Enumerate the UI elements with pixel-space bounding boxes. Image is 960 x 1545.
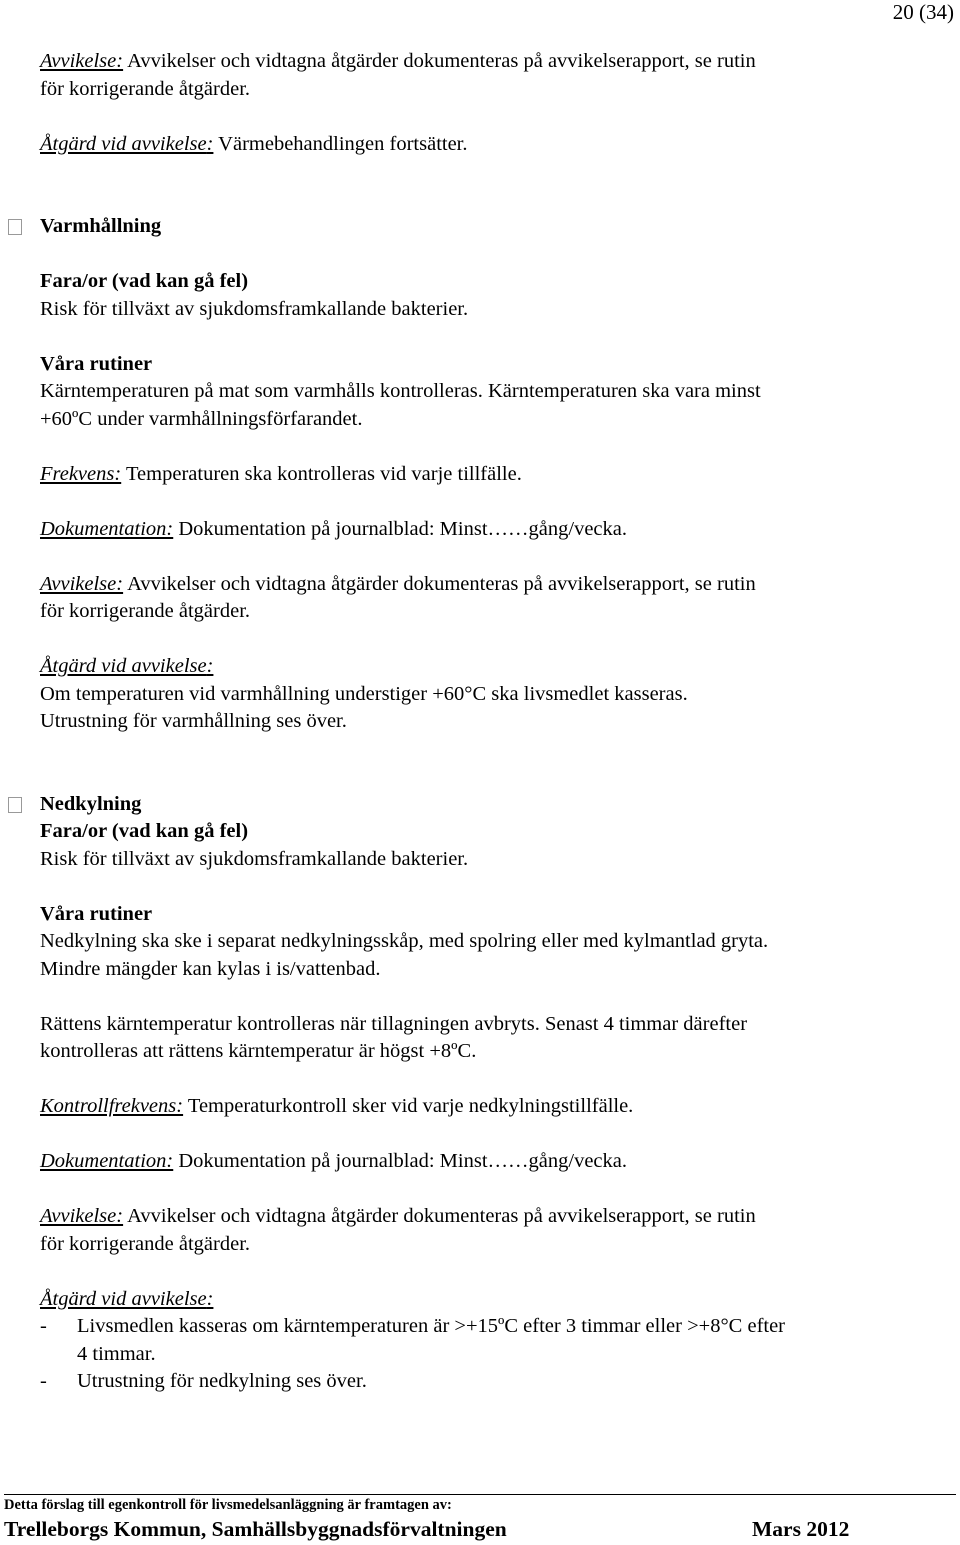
rutiner-heading: Våra rutiner bbox=[40, 352, 153, 375]
frekvens: Frekvens: Temperaturen ska kontrolleras vid varje tillfälle. bbox=[40, 462, 522, 485]
prev-atgard: Åtgärd vid avvikelse: Värmebehandlingen fortsätter. bbox=[40, 132, 468, 155]
dokumentation: Dokumentation: Dokumentation på journalblad: Minst……gång/vecka. bbox=[40, 1150, 627, 1172]
kontrollfrekvens: Kontrollfrekvens: Temperaturkontroll sker vid varje nedkylningstillfälle. bbox=[40, 1095, 634, 1117]
section-heading: Nedkylning bbox=[40, 792, 142, 815]
document-body: Avvikelse: Avvikelser och vidtagna åtgärder dokumenteras på avvikelserapport, se rutin för korrigerande åtgärder. Åtgärd vid avvikelse: Värmebehandlingen fortsätter. Varmhållning Fara/or (vad kan gå fel) Risk för tillväxt av sjukdomsframkallande bakterier. Våra rutiner Kärntemperaturen på mat som varmhålls kontrolleras. Kärntemperaturen ska vara minst +60ºC under varmhållningsförfarandet. Frekvens: Temperaturen ska kontrolleras vid varje tillfälle. Dokumentation: Dokumentation på journalblad: Minst……gång/vecka. Avvikelse: Avvikelser och vidtagna åtgärder dokumenteras på avvikelserapport, se rutin för korrigerande åtgärder. Åtgärd vid avvikelse: Om temperaturen vid varmhållning understiger +60°C ska livsmedlet kasseras. Utrustning för varmhållning ses över. Nedkylning Fara/or (vad kan gå fel) Risk för tillväxt av sjukdomsframkallande bakterier. Våra rutiner Nedkylning ska ske i separat nedkylningsskåp, med spolring eller med kylmantlad gryta. Mindre mängder kan kylas i is/vattenbad. Rättens kärntemperatur kontrolleras när tillagningen avbryts. Senast 4 timmar därefter kontrolleras att rättens kärntemperatur är högst +8ºC. Kontrollfrekvens: Temperaturkontroll sker vid varje nedkylningstillfälle. Dokumentation: Dokumentation på journalblad: Minst……gång/vecka. Avvikelse: Avvikelser och vidtagna åtgärder dokumenteras på avvikelserapport, se rutin för korrigerande åtgärder. Åtgärd vid avvikelse: - Livsmedlen kasseras om kärntemperaturen är >+15ºC efter 3 timmar eller >+8°C efter 4 timmar. - Utrustning för nedkylning ses över. bbox=[40, 48, 945, 1396]
section-heading: Varmhållning bbox=[40, 215, 162, 237]
footer-date: Mars 2012 bbox=[752, 1517, 850, 1541]
atgard-heading: Åtgärd vid avvikelse: bbox=[40, 1287, 214, 1310]
list-item: - Livsmedlen kasseras om kärntemperaturen är >+15ºC efter 3 timmar eller >+8°C efter 4 timmar. bbox=[40, 1315, 786, 1365]
page-number: 20 (34) bbox=[892, 0, 954, 24]
footer-organization: Trelleborgs Kommun, Samhällsbyggnadsförvaltningen bbox=[4, 1517, 507, 1541]
footer-divider bbox=[4, 1494, 956, 1495]
atgard-label: Åtgärd vid avvikelse bbox=[40, 132, 207, 155]
list-item: - Utrustning för nedkylning ses över. bbox=[40, 1370, 367, 1392]
prev-avvikelse: Avvikelse: Avvikelser och vidtagna åtgärder dokumenteras på avvikelserapport, se rutin bbox=[40, 50, 756, 72]
atgard-heading: Åtgärd vid avvikelse: bbox=[40, 655, 214, 677]
section-nedkylning bbox=[40, 791, 945, 819]
checkbox-bullet-icon bbox=[8, 797, 22, 813]
checkbox-bullet-icon bbox=[8, 219, 22, 235]
fara-text: Risk för tillväxt av sjukdomsframkallande bakterier. bbox=[40, 297, 469, 320]
fara-heading: Fara/or (vad kan gå fel) bbox=[40, 270, 249, 292]
rutiner-heading: Våra rutiner bbox=[40, 902, 153, 925]
fara-heading: Fara/or (vad kan gå fel) bbox=[40, 820, 249, 842]
avvikelse-label: Avvikelse: bbox=[40, 50, 124, 72]
avvikelse: Avvikelse: Avvikelser och vidtagna åtgärder dokumenteras på avvikelserapport, se rutin bbox=[40, 572, 756, 595]
avvikelse: Avvikelse: Avvikelser och vidtagna åtgärder dokumenteras på avvikelserapport, se rutin bbox=[40, 1205, 756, 1227]
section-varmhallning bbox=[40, 213, 945, 241]
fara-text: Risk för tillväxt av sjukdomsframkallande bakterier. bbox=[40, 847, 469, 870]
footer-note: Detta förslag till egenkontroll för livsmedelsanläggning är framtagen av: bbox=[4, 1497, 452, 1513]
dokumentation: Dokumentation: Dokumentation på journalblad: Minst……gång/vecka. bbox=[40, 517, 627, 540]
